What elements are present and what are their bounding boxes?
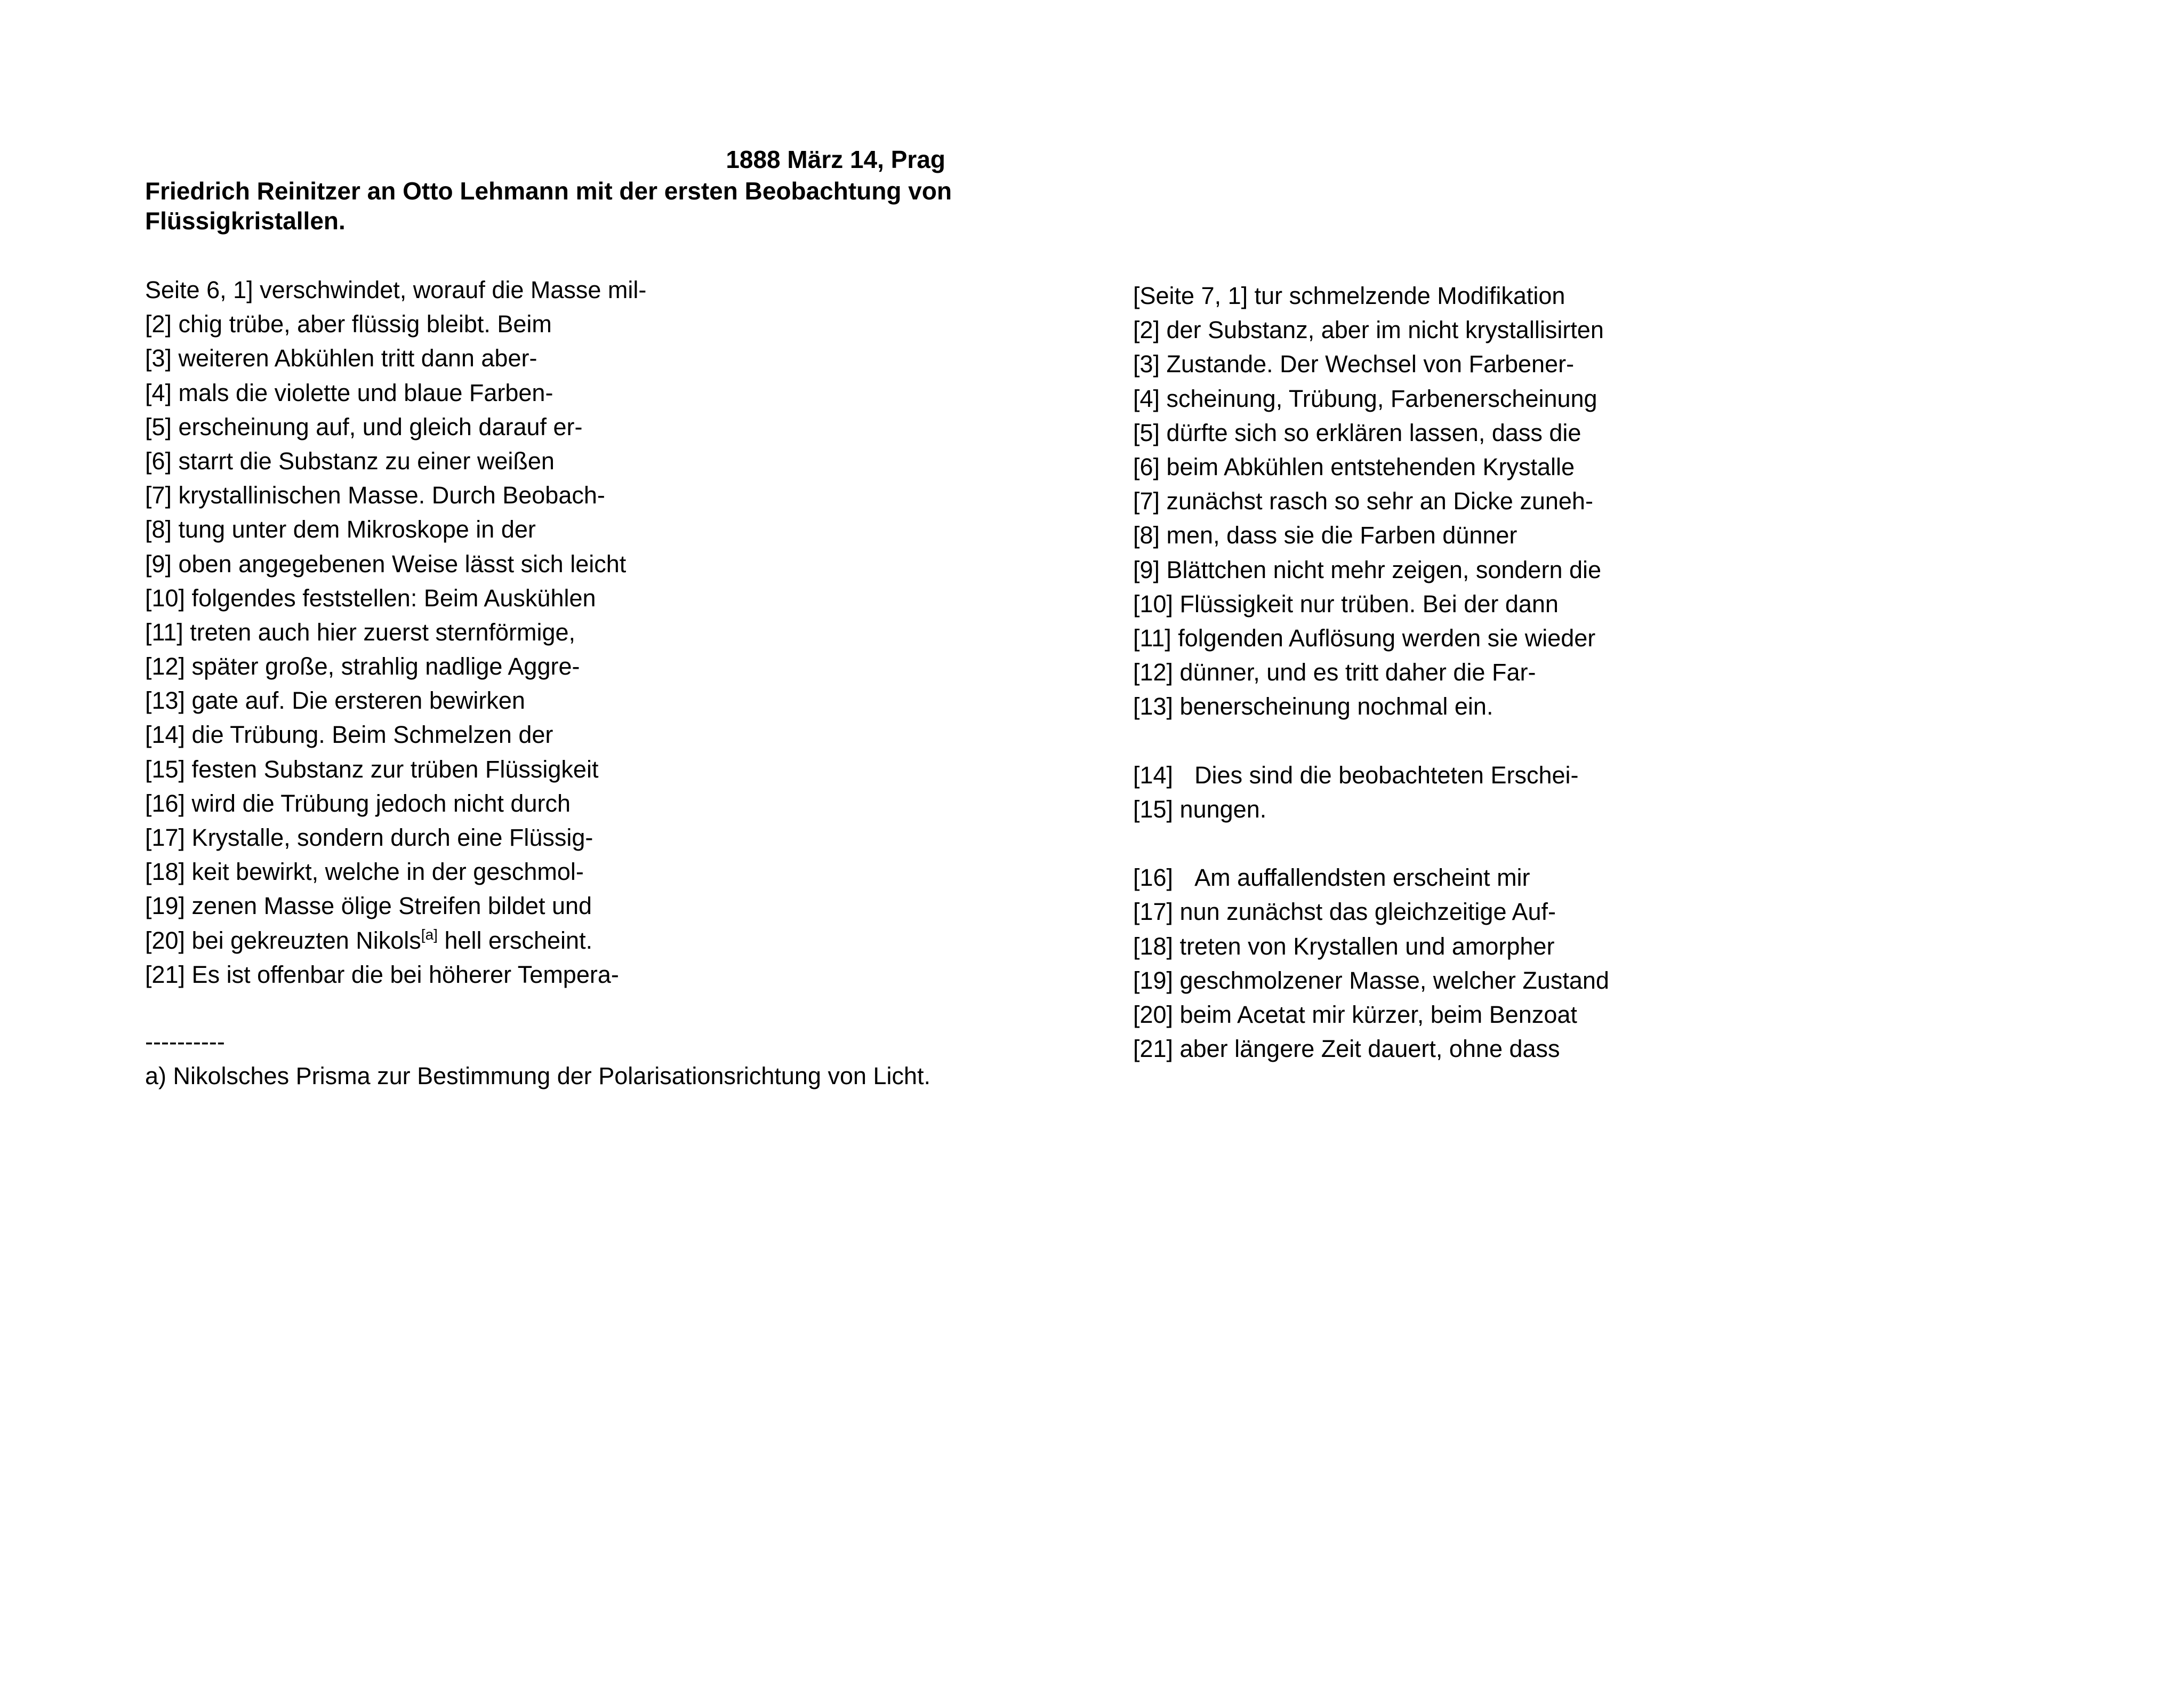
text-line: [12] dünner, und es tritt daher die Far-	[1133, 659, 1536, 686]
text-line: [13] gate auf. Die ersteren bewirken	[145, 687, 525, 715]
text-line-with-footnote	[145, 924, 646, 958]
text-line: [3] weiteren Abkühlen tritt dann aber-	[145, 344, 537, 372]
right-column	[1133, 279, 1609, 1066]
paragraph-gap	[1133, 724, 1609, 758]
text-line: [5] erscheinung auf, und gleich darauf er-	[145, 413, 583, 440]
line-text: Am auffallendsten erscheint mir	[1194, 864, 1530, 892]
paragraph-gap	[1133, 827, 1609, 861]
text-line: [6] beim Abkühlen entstehenden Krystalle	[1133, 453, 1575, 480]
text-line: [2] chig trübe, aber flüssig bleibt. Beim	[145, 310, 552, 338]
text-line: [13] benerscheinung nochmal ein.	[1133, 693, 1494, 720]
text-line: [17] Krystalle, sondern durch eine Flüssig-	[145, 824, 593, 851]
text-line: [4] mals die violette und blaue Farben-	[145, 379, 553, 406]
text-line	[1133, 758, 1609, 792]
text-line: [14] die Trübung. Beim Schmelzen der	[145, 721, 553, 749]
text-line: [2] der Substanz, aber im nicht krystallisirten	[1133, 316, 1604, 344]
text-line: [8] tung unter dem Mikroskope in der	[145, 516, 536, 543]
text-line: [3] Zustande. Der Wechsel von Farbener-	[1133, 350, 1575, 378]
text-line: [16] wird die Trübung jedoch nicht durch	[145, 789, 571, 817]
left-column	[145, 273, 646, 992]
text-line: [19] zenen Masse ölige Streifen bildet und	[145, 892, 592, 920]
text-line: [10] folgendes feststellen: Beim Auskühlen	[145, 584, 596, 612]
line-text: Dies sind die beobachteten Erschei-	[1194, 761, 1579, 789]
text-line: [9] Blättchen nicht mehr zeigen, sondern die	[1133, 556, 1602, 583]
text-line: [20] beim Acetat mir kürzer, beim Benzoat	[1133, 1000, 1577, 1028]
text-line	[1133, 861, 1609, 895]
text-line: [4] scheinung, Trübung, Farbenerscheinung	[1133, 384, 1597, 412]
footnote-a: a) Nikolsches Prisma zur Bestimmung der Polarisationsrichtung von Licht.	[145, 1062, 931, 1090]
text-line: [8] men, dass sie die Farben dünner	[1133, 522, 1517, 549]
text-line: [11] folgenden Auflösung werden sie wieder	[1133, 624, 1596, 652]
footnote-separator: ----------	[145, 1028, 225, 1055]
text-line: [9] oben angegebenen Weise lässt sich leicht	[145, 550, 627, 578]
text-line: [21] Es ist offenbar die bei höherer Tempera-	[145, 960, 619, 988]
letter-title: Friedrich Reinitzer an Otto Lehmann mit der ersten Beobachtung von Flüssigkristallen.	[145, 177, 952, 235]
text-line: [19] geschmolzener Masse, welcher Zustand	[1133, 966, 1609, 994]
text-line: Seite 6, 1] verschwindet, worauf die Masse mil-	[145, 276, 647, 303]
footnotes	[145, 1025, 930, 1093]
line20-text: [20] bei gekreuzten Nikols	[145, 926, 421, 954]
text-line: [21] aber längere Zeit dauert, ohne dass	[1133, 1035, 1560, 1063]
text-line: [12] später große, strahlig nadlige Aggre-	[145, 653, 580, 680]
text-line: [7] krystallinischen Masse. Durch Beobach-	[145, 482, 605, 509]
line-number: [16]	[1133, 864, 1174, 892]
text-line: [5] dürfte sich so erklären lassen, dass die	[1133, 419, 1581, 446]
text-line: [18] treten von Krystallen und amorpher	[1133, 932, 1555, 960]
line20-text-end: hell erscheint.	[437, 926, 593, 954]
text-line: [11] treten auch hier zuerst sternförmige,	[145, 618, 576, 646]
text-line: [15] festen Substanz zur trüben Flüssigkeit	[145, 755, 599, 783]
text-line: [6] starrt die Substanz zu einer weißen	[145, 447, 555, 475]
text-line: [Seite 7, 1] tur schmelzende Modifikation	[1133, 282, 1565, 309]
footnote-marker: [a]	[421, 926, 438, 943]
text-line: [10] Flüssigkeit nur trüben. Bei der dann	[1133, 590, 1559, 618]
line-number: [14]	[1133, 761, 1174, 789]
text-line: [18] keit bewirkt, welche in der geschmol-	[145, 858, 584, 886]
text-line: [7] zunächst rasch so sehr an Dicke zuneh-	[1133, 487, 1593, 515]
dateline: 1888 März 14, Prag	[726, 146, 945, 173]
text-line: [17] nun zunächst das gleichzeitige Auf-	[1133, 898, 1556, 926]
text-line: [15] nungen.	[1133, 795, 1267, 823]
